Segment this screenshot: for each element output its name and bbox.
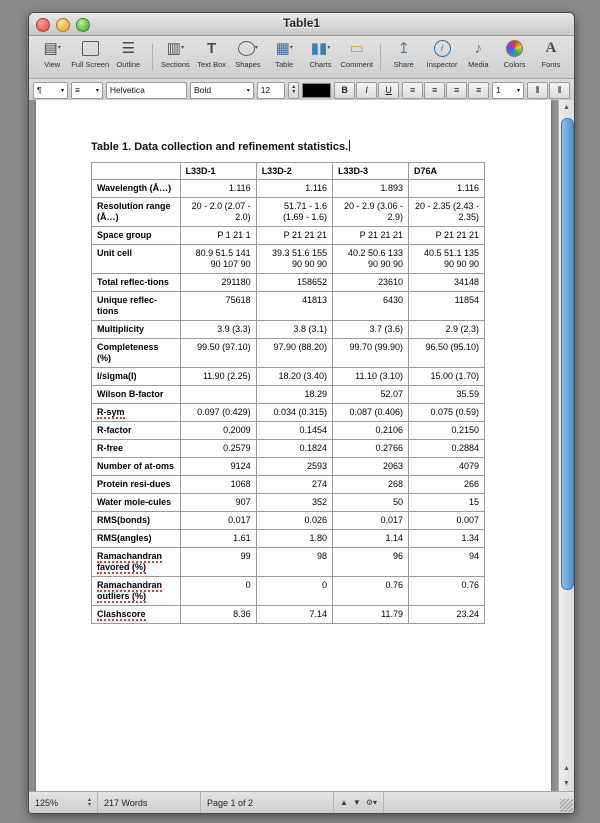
table-cell: 11854 (409, 292, 485, 321)
table-cell: 268 (333, 476, 409, 494)
zoom-control[interactable] (29, 792, 98, 813)
text-style-group (334, 82, 399, 99)
table-cell: 0.017 (180, 512, 256, 530)
table-cell: 3.9 (3.3) (180, 321, 256, 339)
toolbar-separator (152, 44, 153, 70)
fullscreen-icon (82, 38, 99, 58)
toolbar-label: View (44, 60, 61, 69)
table-row[interactable] (92, 404, 485, 422)
table-cell: 15.00 (1.70) (409, 368, 485, 386)
font-style-select[interactable]: Bold ▾ (190, 82, 254, 99)
sections-icon: ▥ ▾ (166, 39, 184, 57)
table-cell: 0.2009 (180, 422, 256, 440)
toolbar-item-full-screen[interactable] (71, 36, 109, 78)
toolbar-label: Table (275, 60, 294, 69)
table-row[interactable] (92, 198, 485, 227)
table-cell: 274 (256, 476, 332, 494)
table-row-label: Unique reflec-tions (92, 292, 181, 321)
table-cell: 291180 (180, 274, 256, 292)
table-cell: 35.59 (409, 386, 485, 404)
toolbar-item-table[interactable] (267, 36, 301, 78)
table-cell: 0.76 (409, 577, 485, 606)
table-row[interactable] (92, 227, 485, 245)
table-header-cell: L33D-3 (333, 163, 409, 180)
misspelled-word: Ramachandran outliers (%) (97, 580, 163, 601)
toolbar-label: Colors (503, 60, 526, 69)
table-row[interactable] (92, 548, 485, 577)
table-icon: ▦ ▾ (275, 39, 293, 57)
table-cell: 3.7 (3.6) (333, 321, 409, 339)
table-row-label: R-factor (92, 422, 181, 440)
align-left-button[interactable]: ≡ (402, 82, 423, 99)
table-cell: 2593 (256, 458, 332, 476)
toolbar-item-inspector[interactable] (425, 36, 459, 78)
toolbar-label: Comment (340, 60, 374, 69)
table-row-label: I/sigma(I) (92, 368, 181, 386)
table-caption-text: Table 1. Data collection and refinement statistics. (91, 141, 349, 153)
table-cell: 3.8 (3.1) (256, 321, 332, 339)
table-cell: 0.097 (0.429) (180, 404, 256, 422)
toolbar-label: Share (393, 60, 414, 69)
table-header-cell: D76A (409, 163, 485, 180)
columns-right-button[interactable]: ⫴ (549, 82, 570, 99)
table-row-label (92, 577, 181, 606)
vertical-scrollbar[interactable] (558, 100, 574, 791)
font-family-value: Helvetica (109, 85, 145, 95)
table-cell: 158652 (256, 274, 332, 292)
toolbar-separator (380, 44, 381, 70)
table-cell (180, 386, 256, 404)
table-cell: 0.2106 (333, 422, 409, 440)
bold-button[interactable]: B (334, 82, 355, 99)
table-cell: P 21 21 21 (409, 227, 485, 245)
scroll-down-arrow[interactable]: ▼ (563, 780, 570, 787)
page-up-icon[interactable]: ▲ (340, 798, 348, 807)
misspelled-word: Clashscore (97, 609, 146, 619)
table-cell: 98 (256, 548, 332, 577)
toolbar-label: Text Box (197, 60, 227, 69)
table-row-label (92, 606, 181, 624)
align-right-button[interactable]: ≡ (446, 82, 467, 99)
alignment-group (402, 82, 489, 99)
table-header-cell: L33D-2 (256, 163, 332, 180)
table-cell: 1.61 (180, 530, 256, 548)
text-cursor (349, 140, 350, 151)
table-row[interactable] (92, 458, 485, 476)
table-cell: 39.3 51.6 155 90 90 90 (256, 245, 332, 274)
italic-button[interactable]: I (356, 82, 377, 99)
misspelled-word: R-sym (97, 407, 125, 417)
toolbar-label: Shapes (235, 60, 261, 69)
toolbar-label: Media (468, 60, 489, 69)
table-cell: 2063 (333, 458, 409, 476)
table-header-row (92, 163, 485, 180)
table-row[interactable] (92, 606, 485, 624)
table-row[interactable] (92, 180, 485, 198)
toolbar-item-shapes[interactable] (231, 36, 265, 78)
document-window (28, 12, 575, 814)
window-title: Table1 (282, 16, 321, 30)
table-cell: 907 (180, 494, 256, 512)
table-header-cell: L33D-1 (180, 163, 256, 180)
table-cell: 0.76 (333, 577, 409, 606)
toolbar-item-text-box[interactable] (195, 36, 229, 78)
table-cell: 97.90 (88.20) (256, 339, 332, 368)
toolbar-item-share[interactable] (387, 36, 421, 78)
page-down-icon[interactable]: ▼ (352, 798, 361, 807)
table-cell: 4079 (409, 458, 485, 476)
table-row-label: RMS(bonds) (92, 512, 181, 530)
table-cell: 11.90 (2.25) (180, 368, 256, 386)
table-cell: 40.5 51.1 135 90 90 90 (409, 245, 485, 274)
table-cell: 0.087 (0.406) (333, 404, 409, 422)
toolbar-label: Charts (309, 60, 332, 69)
table-cell: 0.075 (0.59) (409, 404, 485, 422)
text-color-swatch[interactable] (302, 83, 331, 98)
toolbar-label: Inspector (426, 60, 458, 69)
table-cell: 352 (256, 494, 332, 512)
table-cell: 0.017 (333, 512, 409, 530)
toolbar-item-media[interactable] (461, 36, 495, 78)
toolbar-label: Full Screen (71, 60, 110, 69)
table-cell: 52.07 (333, 386, 409, 404)
document-canvas[interactable] (29, 100, 574, 791)
table-cell: 96.50 (95.10) (409, 339, 485, 368)
textbox-icon: T (207, 39, 217, 57)
share-icon: ↥ (397, 39, 411, 57)
comment-icon: ▭ (349, 39, 364, 57)
table-row-label: Completeness (%) (92, 339, 181, 368)
toolbar-label: Fonts (541, 60, 561, 69)
table-row-label: Total reflec-tions (92, 274, 181, 292)
table-row[interactable] (92, 292, 485, 321)
table-caption (91, 140, 527, 153)
list-style-select[interactable]: ≡ ▾ (71, 82, 103, 99)
table-cell: 1.34 (409, 530, 485, 548)
charts-icon: ▮▮ ▾ (310, 39, 331, 57)
table-cell: 1068 (180, 476, 256, 494)
table-cell: 1.116 (180, 180, 256, 198)
table-body (92, 180, 485, 624)
toolbar-item-charts[interactable] (303, 36, 337, 78)
font-family-select[interactable] (106, 82, 187, 99)
table-cell: 34148 (409, 274, 485, 292)
table-row-label: Water mole-cules (92, 494, 181, 512)
table-cell: 18.29 (256, 386, 332, 404)
table-row[interactable] (92, 512, 485, 530)
table-cell: P 21 21 21 (333, 227, 409, 245)
align-center-button[interactable]: ≡ (424, 82, 445, 99)
main-toolbar (29, 36, 574, 79)
document-page[interactable] (36, 100, 551, 791)
table-row-label (92, 404, 181, 422)
table-cell: 1.116 (256, 180, 332, 198)
shapes-icon: ▾ (238, 38, 258, 58)
line-spacing-value: 1 (496, 85, 501, 95)
column-group (527, 82, 570, 99)
table-cell: 7.14 (256, 606, 332, 624)
inspector-icon: i (434, 38, 451, 58)
font-size-input[interactable] (257, 82, 286, 99)
table-row[interactable] (92, 245, 485, 274)
table-cell: 1.80 (256, 530, 332, 548)
table-cell: 0.007 (409, 512, 485, 530)
line-spacing-select[interactable]: 1 ▾ (492, 82, 524, 99)
table-cell: 266 (409, 476, 485, 494)
statistics-table[interactable] (91, 162, 485, 624)
toolbar-item-outline[interactable] (111, 36, 145, 78)
table-row-label: Protein resi-dues (92, 476, 181, 494)
table-cell: 80.9 51.5 141 90 107 90 (180, 245, 256, 274)
table-row-label: Space group (92, 227, 181, 245)
table-cell: 94 (409, 548, 485, 577)
table-cell: 1.116 (409, 180, 485, 198)
table-cell: 96 (333, 548, 409, 577)
table-cell: P 1 21 1 (180, 227, 256, 245)
paragraph-style-select[interactable]: ¶ ▾ (33, 82, 68, 99)
table-row-label: Unit cell (92, 245, 181, 274)
table-row[interactable] (92, 339, 485, 368)
columns-left-button[interactable]: ⫴ (527, 82, 548, 99)
toolbar-item-view[interactable] (35, 36, 69, 78)
misspelled-word: Ramachandran favored (%) (97, 551, 163, 572)
table-cell: 1.893 (333, 180, 409, 198)
format-bar (29, 79, 574, 102)
zoom-stepper-icon[interactable]: ▴ ▾ (87, 796, 91, 808)
table-row[interactable] (92, 530, 485, 548)
toolbar-label: Sections (160, 60, 190, 69)
table-row-label (92, 548, 181, 577)
toolbar-item-colors[interactable] (497, 36, 531, 78)
vertical-scroll-thumb[interactable] (561, 118, 574, 590)
table-cell: 23610 (333, 274, 409, 292)
table-row[interactable] (92, 476, 485, 494)
colors-icon (506, 38, 523, 58)
table-cell: 1.14 (333, 530, 409, 548)
table-row-label: Wilson B-factor (92, 386, 181, 404)
list-style-value: ≡ (75, 85, 80, 95)
word-count: 217 Words (98, 792, 201, 813)
table-row[interactable] (92, 422, 485, 440)
underline-button[interactable]: U (378, 82, 399, 99)
table-cell: 0.034 (0.315) (256, 404, 332, 422)
table-row-label: Wavelength (Å…) (92, 180, 181, 198)
resize-grip[interactable] (560, 799, 573, 812)
table-cell: 0 (180, 577, 256, 606)
table-cell: 2.9 (2.3) (409, 321, 485, 339)
table-cell: 0 (256, 577, 332, 606)
table-row-label: Number of at-oms (92, 458, 181, 476)
table-cell: 20 - 2.9 (3.06 - 2.9) (333, 198, 409, 227)
table-cell: 0.2884 (409, 440, 485, 458)
title-bar[interactable] (29, 13, 574, 36)
table-cell: 0.026 (256, 512, 332, 530)
table-row-label: R-free (92, 440, 181, 458)
toolbar-label: Outline (116, 60, 141, 69)
table-cell: 6430 (333, 292, 409, 321)
toolbar-item-fonts[interactable] (534, 36, 568, 78)
table-row-label: RMS(angles) (92, 530, 181, 548)
table-cell: 99 (180, 548, 256, 577)
table-cell: 99.50 (97.10) (180, 339, 256, 368)
table-cell: 15 (409, 494, 485, 512)
status-bar (29, 791, 574, 813)
paragraph-style-value: ¶ (37, 85, 42, 95)
table-row[interactable] (92, 494, 485, 512)
table-cell: 8.36 (180, 606, 256, 624)
table-cell: 50 (333, 494, 409, 512)
media-icon: ♪ (474, 39, 483, 57)
table-header-cell (92, 163, 181, 180)
table-row[interactable] (92, 386, 485, 404)
outline-icon: ☰ (121, 39, 136, 57)
font-size-stepper[interactable]: ▴ ▾ (288, 82, 299, 99)
fonts-icon: A (545, 39, 557, 56)
table-row[interactable] (92, 368, 485, 386)
table-row[interactable] (92, 440, 485, 458)
align-justify-button[interactable]: ≡ (468, 82, 489, 99)
table-cell: 40.2 50.6 133 90 90 90 (333, 245, 409, 274)
table-row-label: Resolution range (Å…) (92, 198, 181, 227)
table-cell: 11.79 (333, 606, 409, 624)
table-cell: 0.2766 (333, 440, 409, 458)
table-cell: 0.1824 (256, 440, 332, 458)
table-cell: 0.2579 (180, 440, 256, 458)
table-cell: 99.70 (99.90) (333, 339, 409, 368)
font-style-value: Bold (194, 85, 212, 95)
font-size-value: 12 (260, 85, 271, 95)
zoom-value: 125% (35, 797, 59, 808)
table-cell: P 21 21 21 (256, 227, 332, 245)
table-cell: 0.1454 (256, 422, 332, 440)
table-row[interactable] (92, 274, 485, 292)
table-cell: 23.24 (409, 606, 485, 624)
table-cell: 75618 (180, 292, 256, 321)
table-cell: 11.10 (3.10) (333, 368, 409, 386)
table-row[interactable] (92, 577, 485, 606)
table-cell: 9124 (180, 458, 256, 476)
scroll-up-arrow[interactable]: ▲ (563, 104, 570, 111)
table-row[interactable] (92, 321, 485, 339)
toolbar-item-comment[interactable] (340, 36, 374, 78)
page-settings-icon[interactable]: ⚙▾ (365, 798, 378, 807)
page-info: Page 1 of 2 (201, 792, 334, 813)
scroll-down-arrow-upper[interactable]: ▲ (563, 765, 570, 772)
table-cell: 51.71 - 1.6 (1.69 - 1.6) (256, 198, 332, 227)
table-cell: 0.2150 (409, 422, 485, 440)
toolbar-item-sections[interactable] (158, 36, 192, 78)
table-row-label: Multiplicity (92, 321, 181, 339)
page-navigation[interactable] (334, 792, 384, 813)
table-cell: 20 - 2.35 (2.43 - 2.35) (409, 198, 485, 227)
table-cell: 18.20 (3.40) (256, 368, 332, 386)
table-cell: 41813 (256, 292, 332, 321)
view-icon: ▤ ▾ (43, 39, 61, 57)
table-cell: 20 - 2.0 (2.07 - 2.0) (180, 198, 256, 227)
